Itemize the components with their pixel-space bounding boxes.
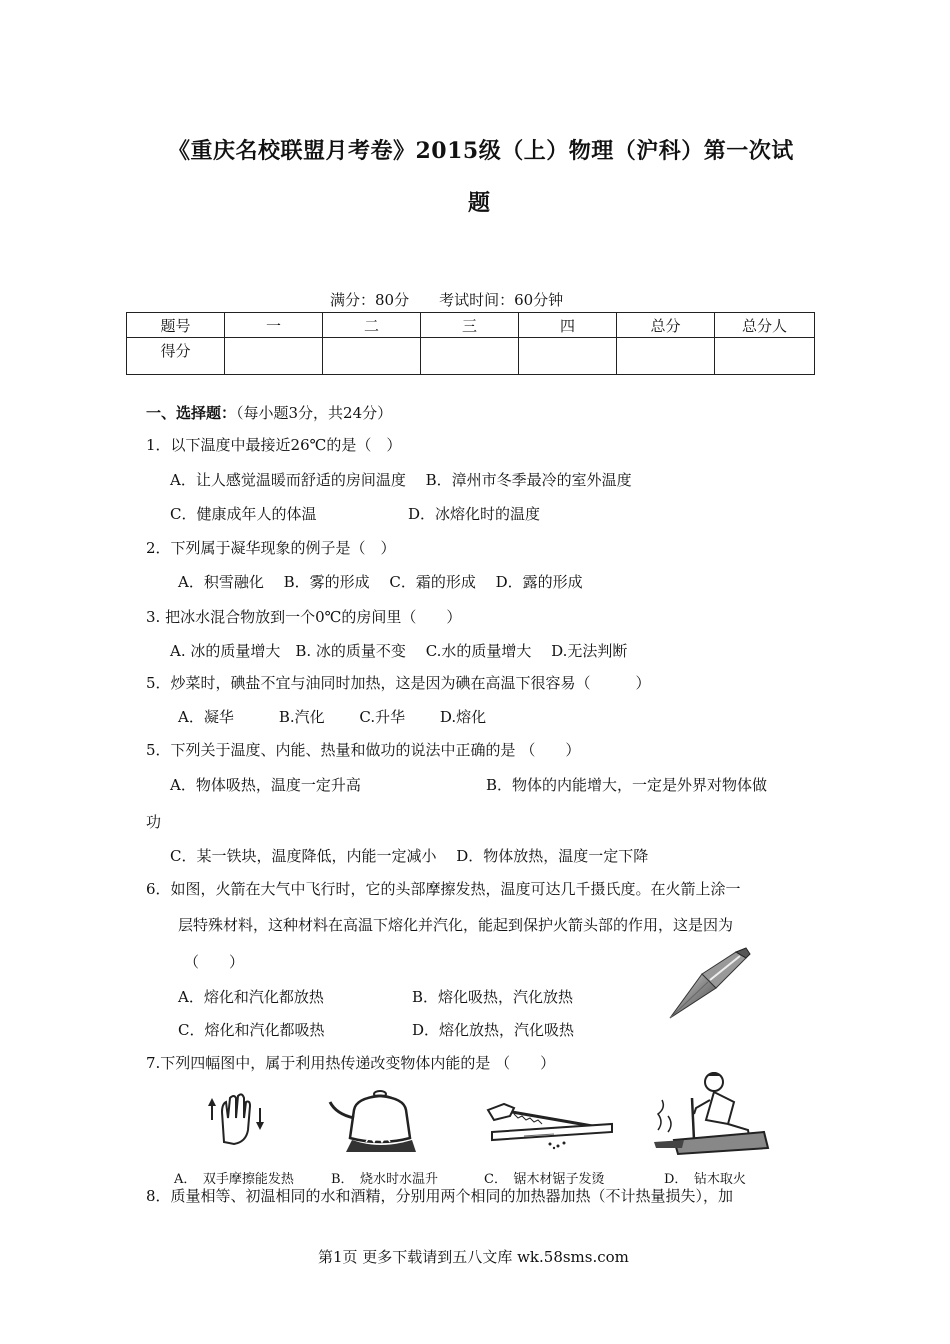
page-footer: 第1页 更多下载请到五八文库 wk.58sms.com	[318, 1248, 629, 1266]
score-cell	[617, 338, 715, 375]
question-3-options: A. 冰的质量增大 B. 冰的质量不变 C.水的质量增大 D.无法判断	[170, 642, 628, 660]
section1-heading-line	[146, 402, 392, 423]
question-7: 7.下列四幅图中，属于利用热传递改变物体内能的是 （ ）	[146, 1054, 556, 1072]
question-3: 3. 把冰水混合物放到一个0℃的房间里（ ）	[146, 608, 462, 626]
hands-rubbing-icon	[204, 1090, 268, 1148]
question-5-option-b: B．物体的内能增大，一定是外界对物体做	[486, 776, 768, 794]
question-6-line1: 6．如图，火箭在大气中飞行时，它的头部摩擦发热，温度可达几千摄氏度。在火箭上涂一	[146, 880, 741, 898]
drilling-fire-icon	[644, 1068, 774, 1158]
question-4-options: A．凝华 B.汽化 C.升华 D.熔化	[178, 708, 487, 726]
score-table-header: 总分	[617, 313, 715, 338]
question-8: 8．质量相等、初温相同的水和酒精，分别用两个相同的加热器加热（不计热量损失），加	[146, 1187, 734, 1205]
score-cell	[421, 338, 519, 375]
score-cell	[715, 338, 815, 375]
score-table-header: 三	[421, 313, 519, 338]
score-table-score-row	[127, 338, 815, 375]
question-4: 5．炒菜时，碘盐不宜与油同时加热，这是因为碘在高温下很容易（ ）	[146, 674, 651, 692]
question-6-option-d: D．熔化放热，汽化吸热	[412, 1021, 575, 1039]
rocket-icon	[662, 944, 762, 1024]
score-table-header-row	[127, 313, 815, 338]
question-5-option-a: A．物体吸热，温度一定升高	[170, 776, 361, 794]
section1-heading: 一、选择题：	[146, 404, 237, 422]
q7-caption-d: D． 钻木取火	[664, 1172, 746, 1187]
score-row-label: 得分	[127, 338, 225, 375]
question-2-options: A．积雪融化 B．雾的形成 C．霜的形成 D．露的形成	[178, 573, 583, 591]
exam-info: 满分：80分 考试时间：60分钟	[330, 291, 564, 309]
score-cell	[225, 338, 323, 375]
saw-wood-icon	[484, 1098, 616, 1150]
question-2: 2．下列属于凝华现象的例子是（ ）	[146, 539, 396, 557]
page-title-line1: 《重庆名校联盟月考卷》2015级（上）物理（沪科）第一次试	[168, 138, 794, 164]
question-1: 1．以下温度中最接近26℃的是（ ）	[146, 436, 402, 454]
q7-caption-c: C． 锯木材锯子发烫	[484, 1172, 605, 1187]
section1-note: （每小题3分，共24分）	[236, 404, 393, 422]
question-5-options-cd: C．某一铁块，温度降低，内能一定减小 D．物体放热，温度一定下降	[170, 847, 649, 865]
question-6-option-a: A．熔化和汽化都放热	[178, 988, 324, 1006]
score-cell	[323, 338, 421, 375]
question-6-blank: （ ）	[184, 953, 245, 971]
question-1-option-d: D．冰熔化时的温度	[408, 505, 541, 523]
question-6-option-b: B．熔化吸热，汽化放热	[412, 988, 574, 1006]
question-6-option-c: C．熔化和汽化都吸热	[178, 1021, 325, 1039]
question-5: 5．下列关于温度、内能、热量和做功的说法中正确的是 （ ）	[146, 741, 581, 759]
kettle-icon	[326, 1084, 434, 1156]
score-table-header: 二	[323, 313, 421, 338]
score-table-header: 总分人	[715, 313, 815, 338]
page-title-line2: 题	[468, 190, 491, 216]
question-5-option-b-cont: 功	[146, 813, 162, 831]
score-cell	[519, 338, 617, 375]
q7-caption-b: B． 烧水时水温升	[331, 1172, 439, 1187]
question-1-option-c: C．健康成年人的体温	[170, 505, 317, 523]
question-6-line2: 层特殊材料，这种材料在高温下熔化并汽化，能起到保护火箭头部的作用，这是因为	[178, 916, 734, 934]
score-table-header: 题号	[127, 313, 225, 338]
score-table-header: 四	[519, 313, 617, 338]
score-table	[126, 312, 815, 375]
question-1-options-ab: A．让人感觉温暖而舒适的房间温度 B．漳州市冬季最冷的室外温度	[170, 471, 632, 489]
score-table-header: 一	[225, 313, 323, 338]
q7-caption-a: A． 双手摩擦能发热	[174, 1172, 294, 1187]
